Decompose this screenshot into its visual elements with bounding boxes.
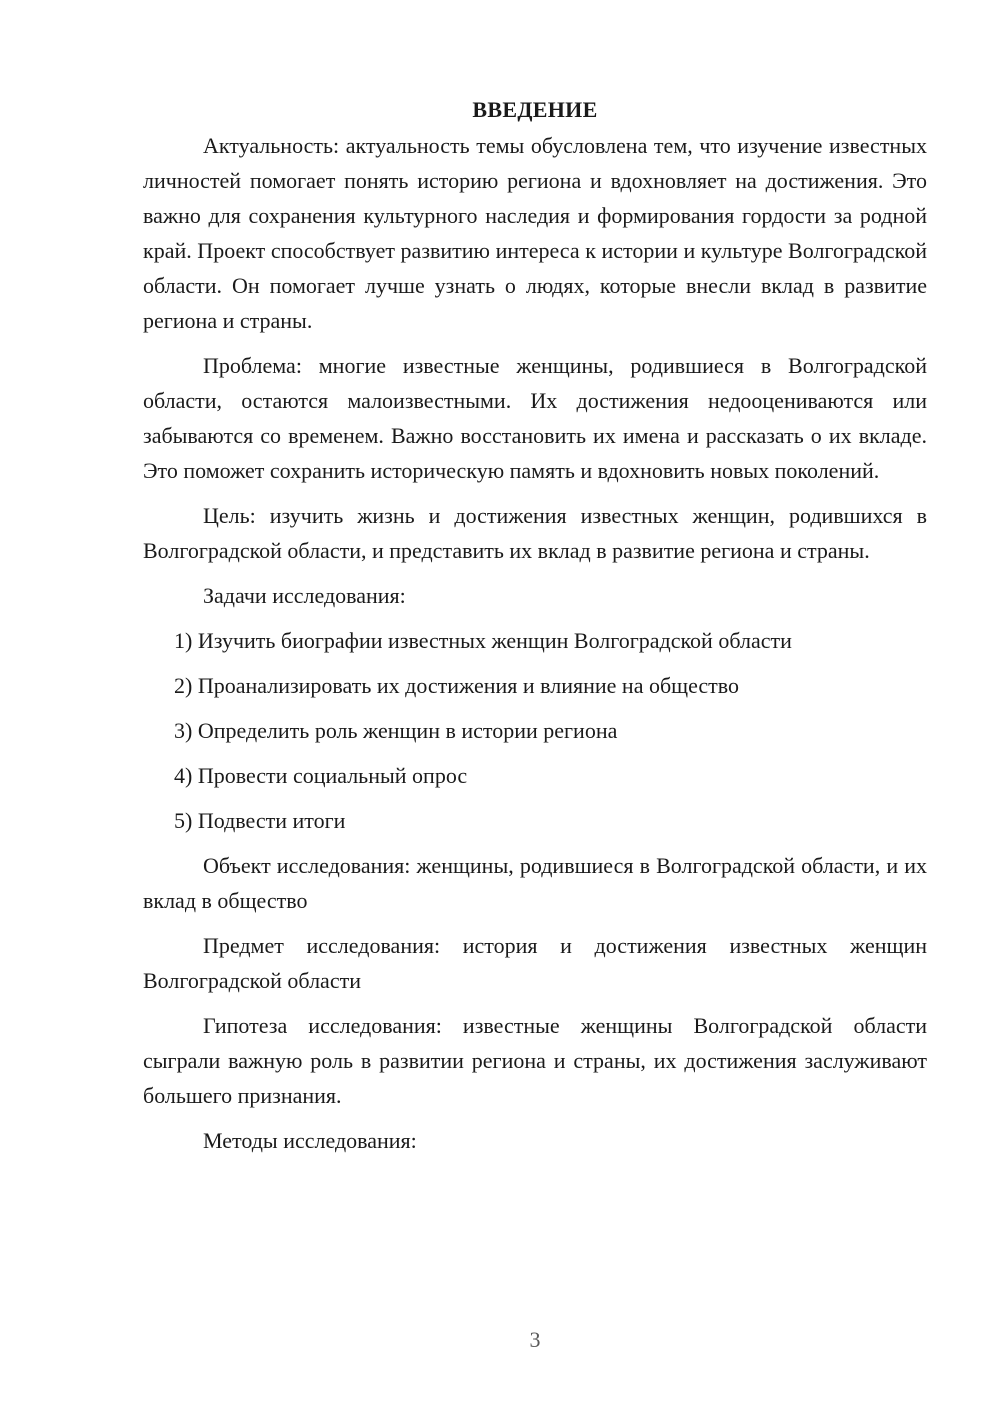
- document-title: ВВЕДЕНИЕ: [472, 97, 598, 122]
- task-item-1: 1) Изучить биографии известных женщин Волгоградской области: [174, 628, 792, 653]
- page-number: 3: [529, 1327, 541, 1352]
- object-paragraph: Объект исследования: женщины, родившиеся в Волгоградской области, и их вклад в общество: [143, 853, 927, 913]
- task-item-4: 4) Провести социальный опрос: [174, 763, 468, 788]
- subject-paragraph: Предмет исследования: история и достижения известных женщин Волгоградской области: [143, 933, 927, 993]
- task-item-3: 3) Определить роль женщин в истории региона: [174, 718, 618, 743]
- document-page: [143, 92, 927, 1168]
- methods-heading: Методы исследования:: [203, 1128, 417, 1153]
- problem-paragraph: Проблема: многие известные женщины, родившиеся в Волгоградской области, остаются малоизвестными. Их достижения недооцениваются или забываются со временем. Важно восстановить их имена и рассказать о их вкладе. Это поможет сохранить историческую память и вдохновить новых поколений.: [143, 353, 927, 483]
- goal-paragraph: Цель: изучить жизнь и достижения известных женщин, родившихся в Волгоградской области, и представить их вклад в развитие региона и страны.: [143, 503, 927, 563]
- task-item-2: 2) Проанализировать их достижения и влияние на общество: [174, 673, 740, 698]
- tasks-heading: Задачи исследования:: [203, 583, 406, 608]
- hypothesis-paragraph: Гипотеза исследования: известные женщины Волгоградской области сыграли важную роль в развитии региона и страны, их достижения заслуживают большего признания.: [143, 1013, 927, 1108]
- relevance-paragraph: Актуальность: актуальность темы обусловлена тем, что изучение известных личностей помогает понять историю региона и вдохновляет на достижения. Это важно для сохранения культурного наследия и формирования гордости за родной край. Проект способствует развитию интереса к истории и культуре Волгоградской области. Он помогает лучше узнать о людях, которые внесли вклад в развитие региона и страны.: [143, 133, 927, 333]
- task-item-5: 5) Подвести итоги: [174, 808, 346, 833]
